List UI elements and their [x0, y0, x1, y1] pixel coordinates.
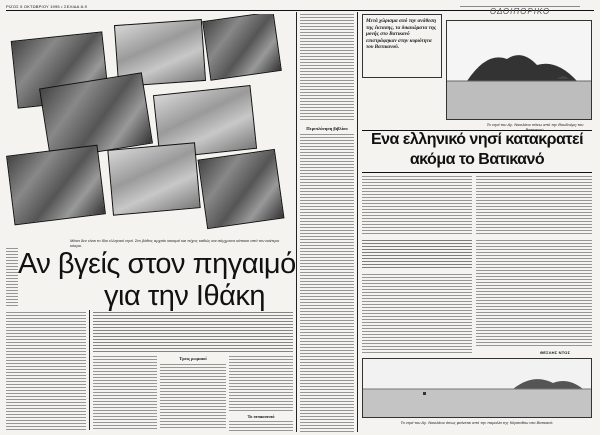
- photo-collage: [6, 14, 286, 236]
- island-photo-top: [446, 20, 592, 120]
- right-body-col: [476, 176, 592, 236]
- body-text-col: [229, 356, 293, 412]
- section-banner: ΟΔΟΙΠΟΡΙΚΟ: [460, 6, 580, 18]
- section-title: Το ιππαοιπιπό: [247, 414, 275, 419]
- left-headline-line2: για την Ιθάκη: [104, 280, 265, 312]
- body-text-col: [93, 356, 157, 430]
- center-rule-left: [296, 12, 297, 432]
- left-headline-line1: Αν βγείς στον πηγαιμό: [18, 248, 296, 280]
- body-text-col: [160, 364, 226, 430]
- right-body-col: [362, 176, 472, 236]
- pull-quote-box: [362, 14, 442, 78]
- section-title: Τρεις ρωμαιοί: [179, 356, 207, 361]
- lead-paragraph: [93, 312, 293, 352]
- sea-illustration: [363, 359, 592, 418]
- collage-photo: [107, 142, 200, 215]
- page-header-left: ΡΙΖΟΣ 5 ΟΚΤΩΒΡΙΟΥ 1995 • ΣΕΛΙΔΑ 8-9: [6, 4, 87, 9]
- right-headline-line2: ακόμα το Βατικανό: [409, 151, 545, 168]
- right-body-col: [476, 240, 592, 348]
- photo-caption-bottom: Το νησί του Αγ. Νικολάου όπως φαίνεται από την παραλία της Κάρπαθου στο Βατικανό.: [400, 420, 554, 425]
- right-body-col: [362, 274, 472, 354]
- body-text-col: [229, 421, 293, 431]
- collage-photo: [202, 14, 282, 81]
- center-rule-right: [357, 12, 358, 432]
- headline-bottom-rule: [362, 172, 592, 173]
- collage-photo: [6, 145, 106, 226]
- byline: ΘΕΣΛΗΣ ΝΤΟΣ: [540, 350, 571, 355]
- island-photo-bottom: [362, 358, 592, 418]
- collage-caption: Μέσα δεν είναι το ίδιο ελληνικό νησί. Στο βάθος αρχαίο οικισμό και τείχος καθώς και σύγχρονο κάτοικο από τον εκάτερο κόσμο.: [70, 238, 280, 248]
- photo-caption-top: Το νησί του Αγ. Νικολάου πάνω από την Βουδούρη του: [486, 122, 584, 127]
- collage-photo: [198, 149, 285, 229]
- island-illustration: [447, 21, 592, 120]
- right-bold-para: [362, 240, 472, 270]
- pull-quote-text: Μετά χώρισμα από την ανάθεση της έκτασης, τα δικαιώματα της μονής στο Βατικανό επιστράφηκαν στην κυριότητα του Βατικανού.: [366, 18, 437, 50]
- right-headline-line1: Ενα ελληνικό νησί κατακρατεί: [370, 131, 584, 148]
- body-text-col: [6, 312, 86, 430]
- center-section-title: Περιπλάνηση βιβλίου: [306, 126, 348, 131]
- column-rule: [89, 310, 90, 430]
- center-text-bottom: [300, 134, 354, 432]
- intro-text-col: [6, 248, 18, 308]
- center-text-top: [300, 14, 354, 122]
